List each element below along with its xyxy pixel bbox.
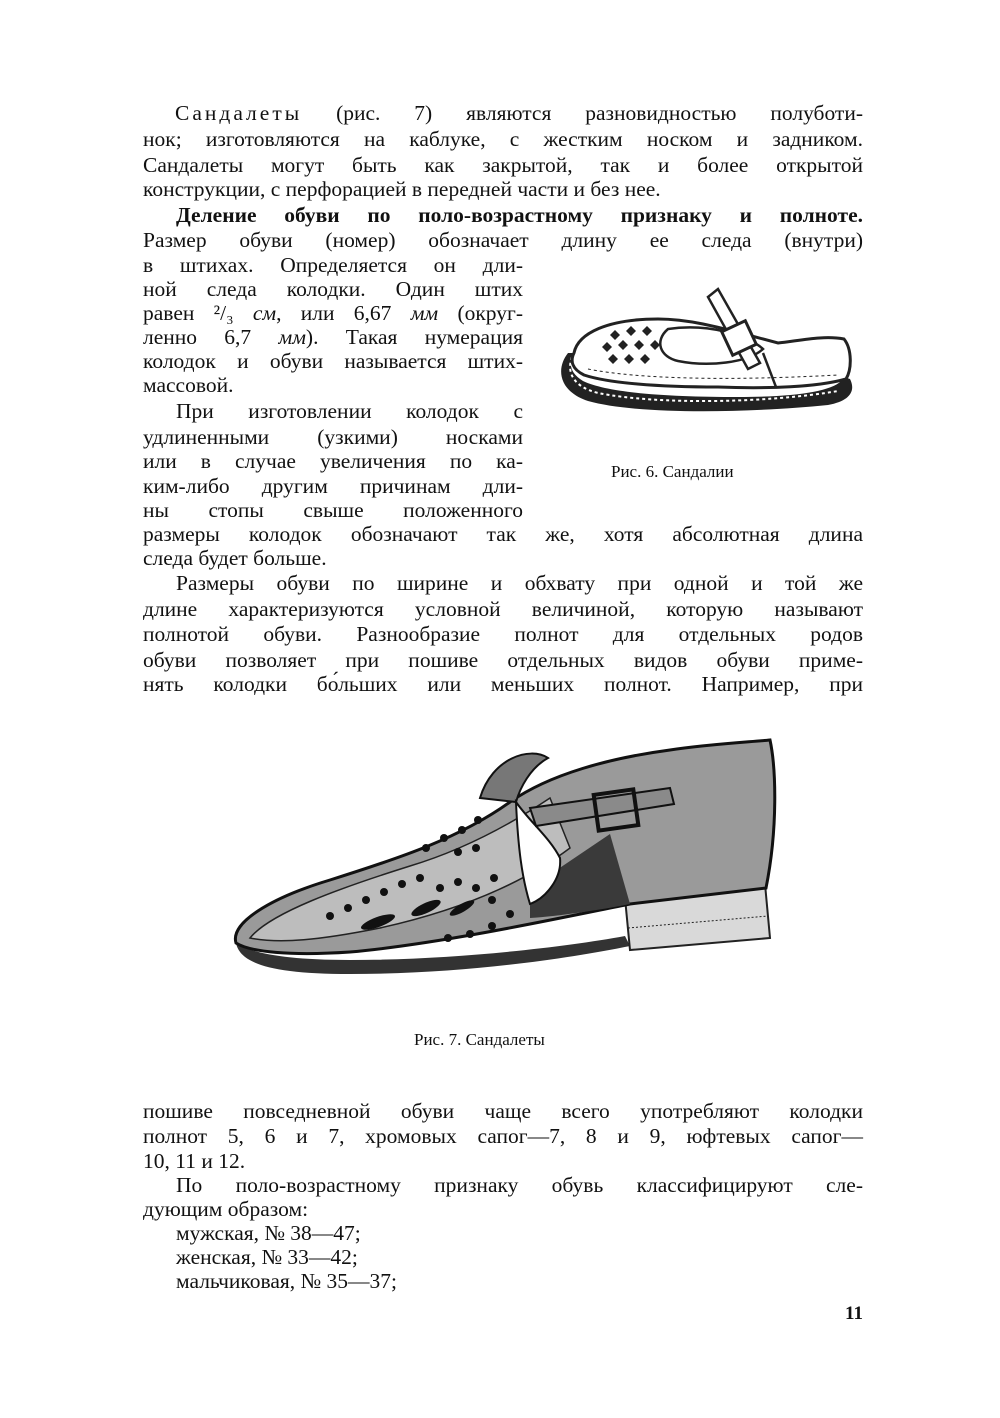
sandal-illustration [548, 283, 860, 428]
p6-line1: По поло-возрастному признаку обувь классифицируют сле- [176, 1173, 863, 1197]
p1-line1 [143, 100, 863, 126]
list-item-men: мужская, № 38—47; [176, 1221, 361, 1245]
p4-line1: Размеры обуви по ширине и обхвату при одной и той же [176, 571, 863, 595]
p2-line6 [143, 324, 523, 350]
p4-line4: обуви позволяет при пошиве отдельных видов обуви приме- [143, 648, 863, 672]
p2-line5-b: , или 6,67 [276, 301, 392, 325]
p5-line3: 10, 11 и 12. [143, 1149, 246, 1173]
p4-line2: длине характеризуются условной величиной, которую называют [143, 597, 863, 621]
p2-line5-a: равен ²/₃ [143, 301, 234, 325]
p3-line7: следа будет больше. [143, 546, 327, 570]
p1-line1-text: (рис. 7) являются разновидностью полуботи- [336, 101, 863, 125]
list-item-women: женская, № 33—42; [176, 1245, 358, 1269]
p1-line3: Сандалеты могут быть как закрытой, так и более открытой [143, 153, 863, 177]
p2-line3: в штихах. Определяется он дли- [143, 253, 523, 277]
page-number: 11 [845, 1303, 863, 1324]
p3-line1: При изготовлении колодок с [176, 399, 523, 423]
figure7-caption: Рис. 7. Сандалеты [414, 1030, 545, 1049]
p5-line1: пошиве повседневной обуви чаще всего употребляют колодки [143, 1099, 863, 1123]
p2-line2: Размер обуви (номер) обозначает длину ее следа (внутри) [143, 228, 863, 252]
unit-mm-2: мм [278, 325, 306, 349]
p4-line3: полнотой обуви. Разнообразие полнот для отдельных родов [143, 622, 863, 646]
list-item-boys: мальчиковая, № 35—37; [176, 1269, 397, 1293]
term-sandalety: Сандалеты [175, 101, 303, 125]
unit-mm: мм [410, 301, 439, 325]
p3-line6: размеры колодок обозначают так же, хотя абсолютная длина [143, 522, 863, 546]
sandalety-illustration [230, 738, 790, 988]
p5-line2: полнот 5, 6 и 7, хромовых сапог—7, 8 и 9, юфтевых сапог— [143, 1124, 863, 1148]
p3-line4: ким-либо другим причинам дли- [143, 474, 523, 498]
p1-line2: нок; изготовляются на каблуке, с жестким носком и задником. [143, 127, 863, 151]
p2-line5-c: (округ- [457, 301, 523, 325]
p1-line4: конструкции, с перфорацией в передней части и без нее. [143, 177, 661, 201]
unit-sm: см [252, 301, 277, 325]
figure6-caption: Рис. 6. Сандалии [611, 462, 734, 481]
p6-line2: дующим образом: [143, 1197, 309, 1221]
p2-line4: ной следа колодки. Один штих [143, 277, 523, 301]
p2-line6-a: ленно 6,7 [143, 325, 252, 349]
p2-line8: массовой. [143, 373, 234, 397]
p3-line5: ны стопы свыше положенного [143, 498, 523, 522]
p3-line2: удлиненными (узкими) носками [143, 425, 523, 449]
p2-line7: колодок и обуви называется штих- [143, 349, 523, 373]
p2-line5 [143, 300, 523, 326]
p4-line5: нять колодки бо́льших или меньших полнот. Например, при [143, 672, 863, 696]
section-heading: Деление обуви по поло-возрастному признаку и полноте. [176, 203, 863, 227]
p3-line3: или в случае увеличения по ка- [143, 449, 523, 473]
p2-line6-b: ). Такая нумерация [305, 325, 524, 349]
